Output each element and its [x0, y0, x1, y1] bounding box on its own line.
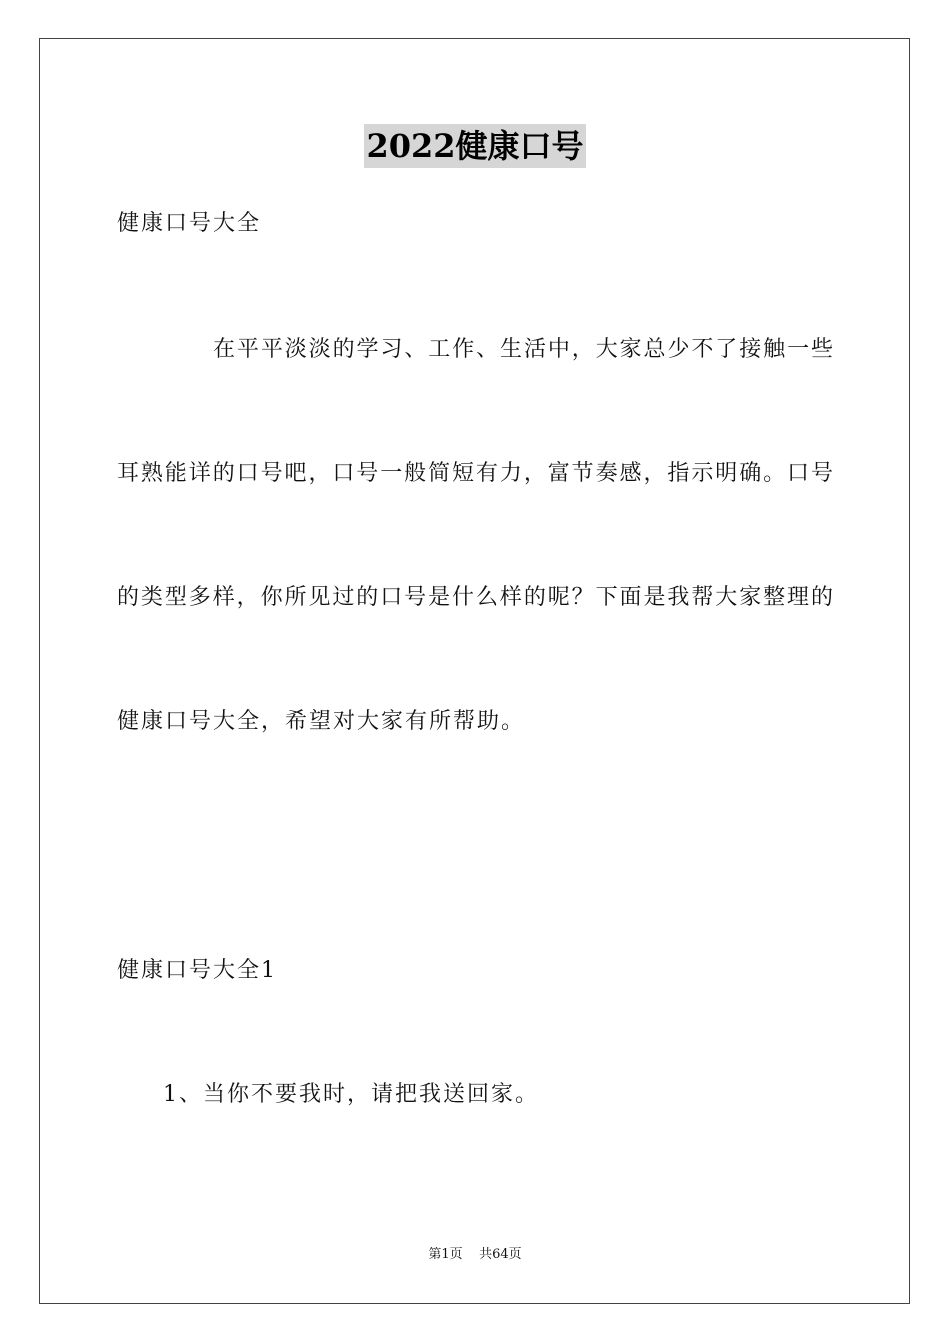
document-title: 2022健康口号: [364, 124, 585, 168]
page-footer: [0, 1246, 950, 1264]
subtitle: 健康口号大全: [117, 211, 262, 236]
intro-line-3: 的类型多样，你所见过的口号是什么样的呢？下面是我帮大家整理的: [117, 585, 833, 610]
intro-line-1: 在平平淡淡的学习、工作、生活中，大家总少不了接触一些: [213, 337, 833, 362]
intro-line-2: 耳熟能详的口号吧，口号一般简短有力，富节奏感，指示明确。口号: [117, 461, 833, 486]
total-pages: 共64页: [479, 1247, 522, 1262]
page-number: 第1页: [428, 1247, 463, 1262]
section-heading: 健康口号大全1: [117, 958, 277, 983]
intro-line-4: 健康口号大全，希望对大家有所帮助。: [117, 709, 526, 734]
title-container: [0, 124, 950, 168]
list-item: 1、当你不要我时，请把我送回家。: [163, 1082, 539, 1107]
